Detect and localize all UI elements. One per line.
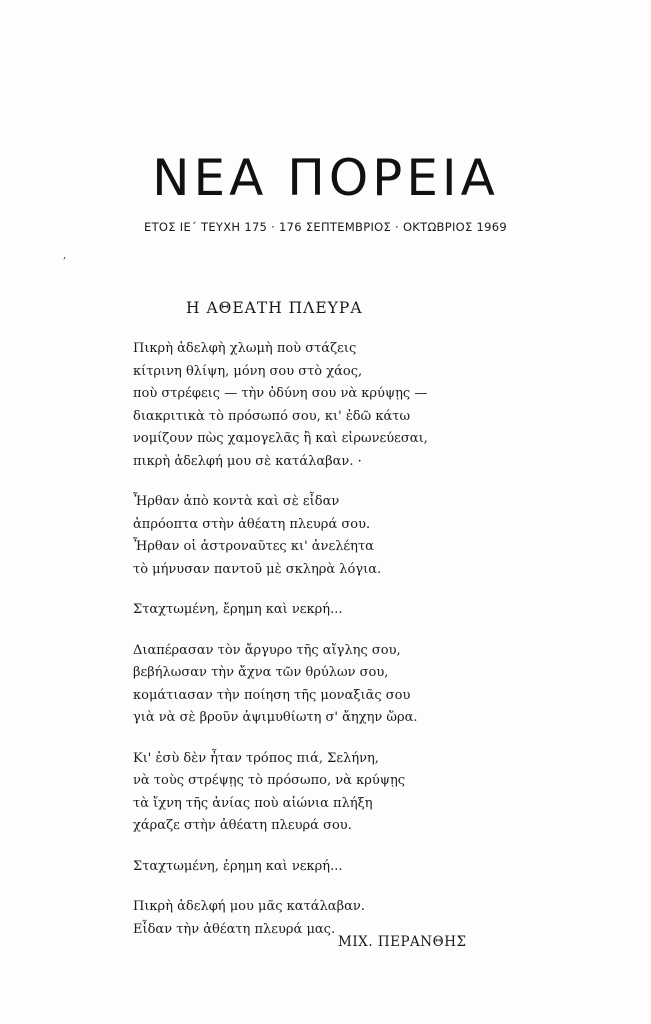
- poem-line: νομίζουν πὼς χαμογελᾶς ἢ καὶ εἰρωνεύεσαι,: [133, 431, 428, 446]
- poem-line: κίτρινη θλίψη, μόνη σου στὸ χάος,: [133, 363, 363, 379]
- magazine-title: ΝΕΑ ΠΟΡΕΙΑ: [152, 149, 499, 207]
- poem-line: Κι' ἐσὺ δὲν ἦταν τρόπος πιά, Σελήνη,: [133, 750, 379, 766]
- poem-line: Ἦρθαν οἱ ἀστροναῦτες κι' ἀνελέητα: [133, 539, 374, 554]
- poem-line: τὸ μήνυσαν παντοῦ μὲ σκληρὰ λόγια.: [133, 561, 382, 577]
- poem-line: Σταχτωμένη, ἐρημη καὶ νεκρή...: [133, 858, 343, 874]
- poem-line: βεβήλωσαν τὴν ἄχνα τῶν θρύλων σου,: [133, 665, 389, 680]
- stanza-1: [133, 338, 573, 473]
- stray-mark: ,: [63, 250, 67, 261]
- poem-line: διακριτικὰ τὸ πρόσωπό σου, κι' ἐδῶ κάτω: [133, 408, 411, 424]
- poem-line: χάραζε στὴν ἀθέατη πλευρά σου.: [133, 818, 352, 833]
- stanza-4: [133, 640, 573, 730]
- poem-body: [133, 338, 573, 959]
- poem-line: γιὰ νὰ σὲ βροῦν ἀψιμυθίωτη σ' ἄηχην ὥρα.: [133, 710, 418, 725]
- poem-line: Πικρὴ ἀδελφὴ χλωμὴ ποὺ στάζεις: [133, 341, 357, 356]
- poem-line: Πικρὴ ἀδελφή μου μᾶς κατάλαβαν.: [133, 899, 365, 914]
- stanza-5: [133, 748, 573, 838]
- poem-title: Η ΑΘΕΑΤΗ ΠΛΕΥΡΑ: [186, 299, 363, 317]
- poem-line: Σταχτωμένη, ἔρημη καὶ νεκρή...: [133, 602, 343, 617]
- poem-line: τὰ ἴχνη τῆς ἀνίας ποὺ αἰώνια πλήξη: [133, 795, 373, 811]
- poem-line: κομάτιασαν τὴν ποίηση τῆς μοναξιᾶς σου: [133, 687, 411, 703]
- stanza-3: [133, 599, 573, 622]
- issue-info: ΕΤΟΣ ΙΕ΄ ΤΕΥΧΗ 175 · 176 ΣΕΠΤΕΜΒΡΙΟΣ · ΟΚΤΩΒΡΙΟΣ 1969: [144, 220, 507, 234]
- stanza-6: [133, 856, 573, 879]
- poem-line: ποὺ στρέφεις — τὴν ὀδύνη σου νὰ κρύψῃς —: [133, 386, 428, 401]
- poem-line: νὰ τοὺς στρέψῃς τὸ πρόσωπο, νὰ κρύψῃς: [133, 773, 406, 788]
- poem-author: ΜΙΧ. ΠΕΡΑΝΘΗΣ: [338, 934, 467, 950]
- poem-line: Διαπέρασαν τὸν ἄργυρο τῆς αἴγλης σου,: [133, 642, 401, 658]
- poem-line: Εἶδαν τὴν ἀθέατη πλευρά μας.: [133, 921, 336, 937]
- poem-line: ἀπρόοπτα στὴν ἀθέατη πλευρά σου.: [133, 516, 371, 532]
- stanza-2: [133, 491, 573, 581]
- poem-line: πικρὴ ἀδελφή μου σὲ κατάλαβαν. ·: [133, 453, 362, 469]
- poem-line: Ἦρθαν ἀπὸ κοντὰ καὶ σὲ εἶδαν: [133, 494, 340, 509]
